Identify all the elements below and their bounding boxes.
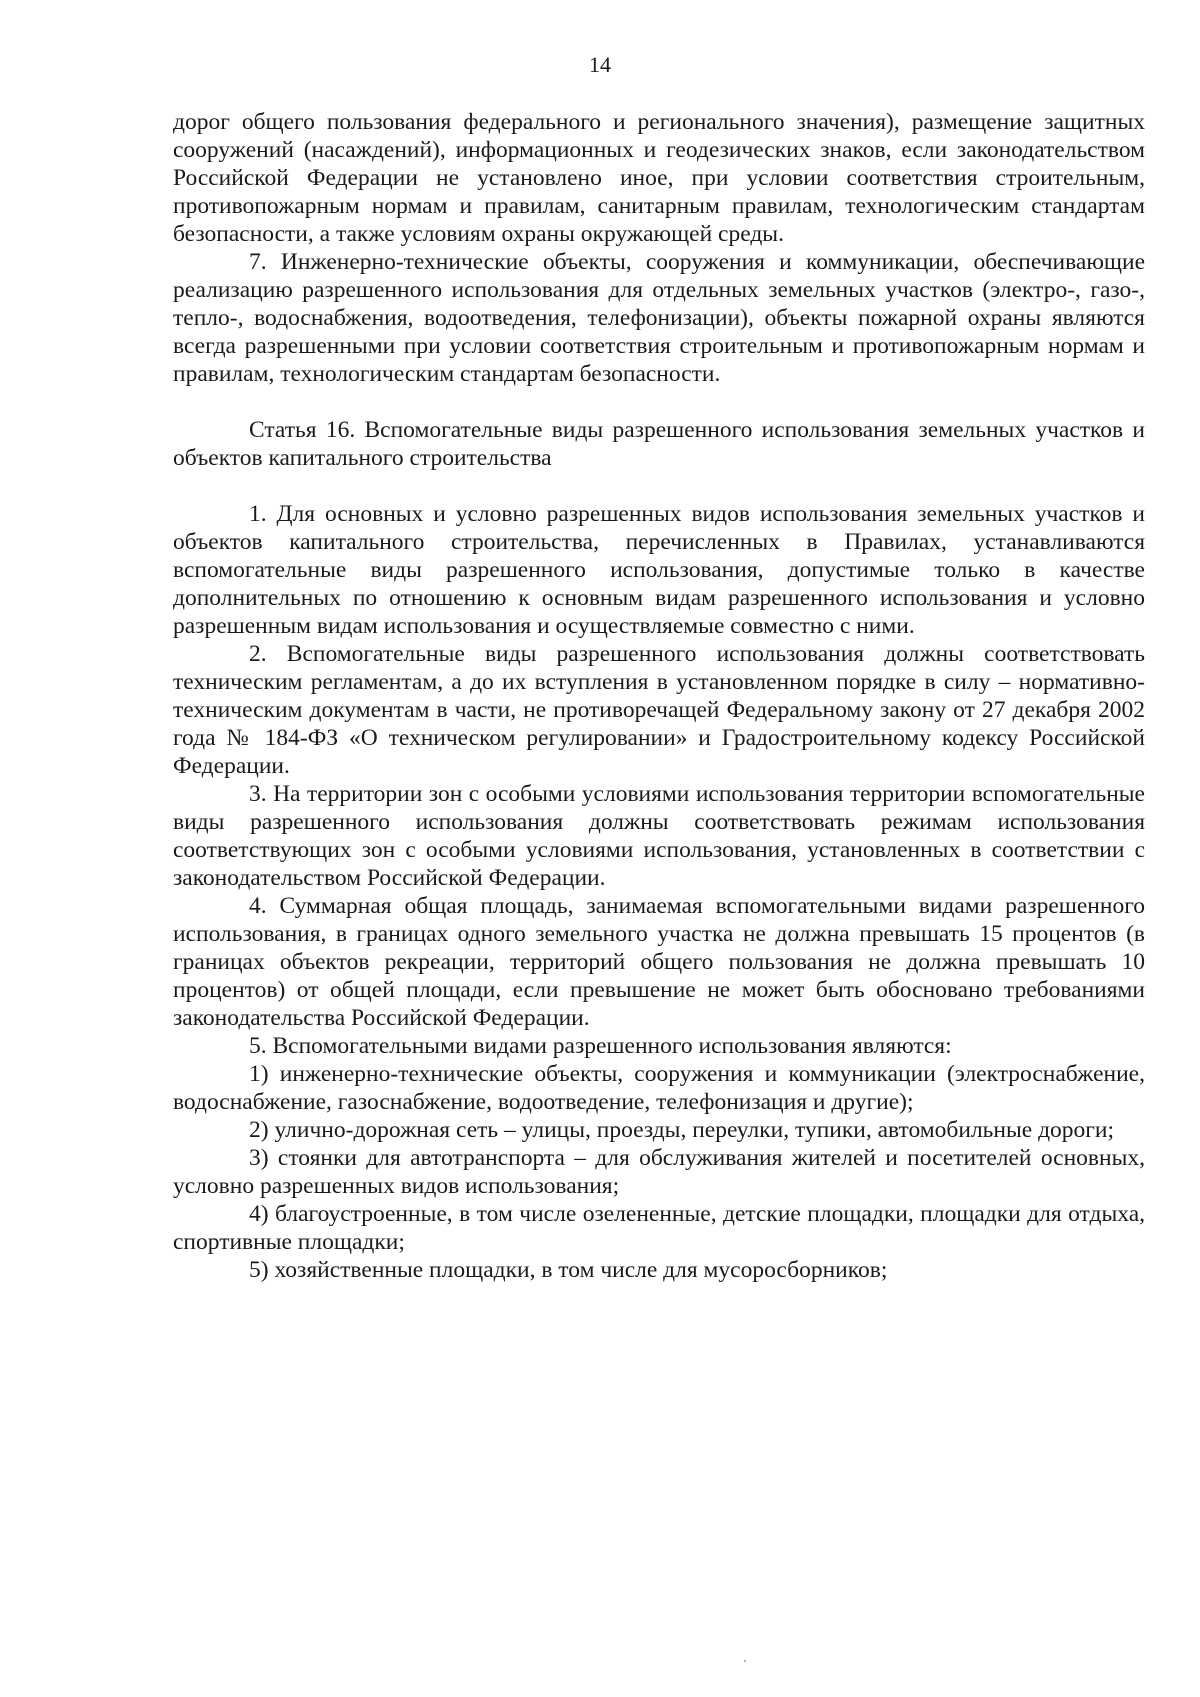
article-paragraph-2: 2. Вспомогательные виды разрешенного использования должны соответствовать техническим регламентам, а до их вступления в установленном порядке в силу – нормативно-техническим документам в части, не противоречащей Федеральному закону от 27 декабря 2002 года № 184-ФЗ «О техническом регулировании» и Градостроительному кодексу Российской Федерации.	[173, 641, 1145, 779]
list-item-5: 5) хозяйственные площадки, в том числе для мусоросборников;	[249, 1257, 888, 1283]
page-number: 14	[589, 52, 611, 77]
list-item-3: 3) стоянки для автотранспорта – для обслуживания жителей и посетителей основных, условно разрешенных видов использования;	[173, 1145, 1145, 1199]
scan-speck	[744, 1660, 746, 1662]
list-item-2: 2) улично-дорожная сеть – улицы, проезды, переулки, тупики, автомобильные дороги;	[249, 1117, 1115, 1143]
paragraph-item-7: 7. Инженерно-технические объекты, сооружения и коммуникации, обеспечивающие реализацию разрешенного использования для отдельных земельных участков (электро-, газо-, тепло-, водоснабжения, водоотведения, телефонизации), объекты пожарной охраны являются всегда разрешенными при условии соответствия строительным и противопожарным нормам и правилам, технологическим стандартам безопасности.	[173, 249, 1145, 387]
list-item-1: 1) инженерно-технические объекты, сооружения и коммуникации (электроснабжение, водоснабжение, газоснабжение, водоотведение, телефонизация и другие);	[173, 1061, 1145, 1115]
article-paragraph-5: 5. Вспомогательными видами разрешенного использования являются:	[249, 1033, 952, 1059]
article-paragraph-4: 4. Суммарная общая площадь, занимаемая вспомогательными видами разрешенного использования, в границах одного земельного участка не должна превышать 15 процентов (в границах объектов рекреации, территорий общего пользования не должна превышать 10 процентов) от общей площади, если превышение не может быть обосновано требованиями законодательства Российской Федерации.	[173, 893, 1145, 1031]
article-16-heading: Статья 16. Вспомогательные виды разрешенного использования земельных участков и объектов капитального строительства	[173, 417, 1145, 471]
list-item-4: 4) благоустроенные, в том числе озелененные, детские площадки, площадки для отдыха, спортивные площадки;	[173, 1201, 1145, 1255]
article-paragraph-3: 3. На территории зон с особыми условиями использования территории вспомогательные виды разрешенного использования должны соответствовать режимам использования соответствующих зон с особыми условиями использования, установленных в соответствии с законодательством Российской Федерации.	[173, 781, 1145, 891]
paragraph-continuation: дорог общего пользования федерального и регионального значения), размещение защитных сооружений (насаждений), информационных и геодезических знаков, если законодательством Российской Федерации не установлено иное, при условии соответствия строительным, противопожарным нормам и правилам, санитарным правилам, технологическим стандартам безопасности, а также условиям охраны окружающей среды.	[173, 109, 1145, 247]
article-paragraph-1: 1. Для основных и условно разрешенных видов использования земельных участков и объектов капитального строительства, перечисленных в Правилах, устанавливаются вспомогательные виды разрешенного использования, допустимые только в качестве дополнительных по отношению к основным видам разрешенного использования и условно разрешенным видам использования и осуществляемые совместно с ними.	[173, 501, 1145, 639]
document-body	[173, 108, 1145, 1284]
